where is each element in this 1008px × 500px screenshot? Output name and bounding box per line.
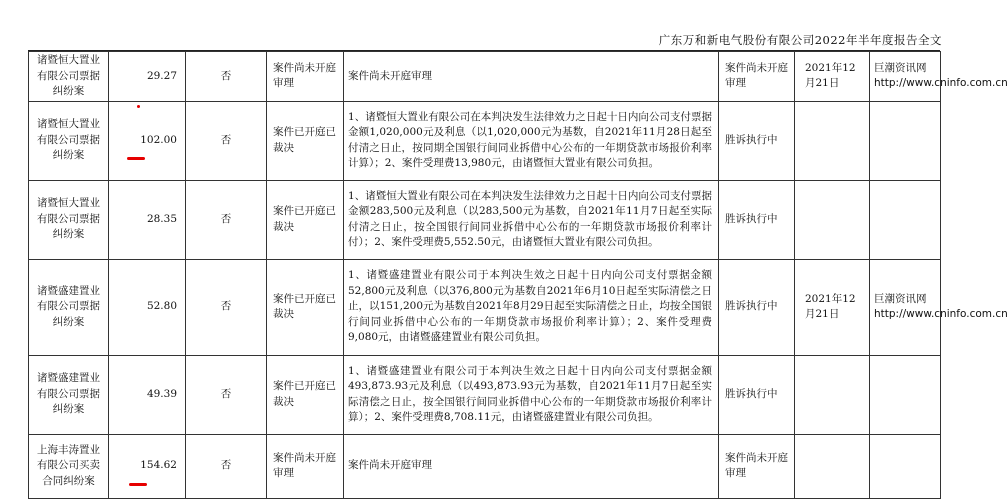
disclosure-date-cell: 2021年12月21日 <box>795 259 870 355</box>
provision-cell: 否 <box>186 259 267 355</box>
provision-cell: 否 <box>186 180 267 259</box>
execution-cell: 胜诉执行中 <box>719 355 795 434</box>
amount-value: 154.62 <box>140 459 177 472</box>
progress-cell: 案件已开庭已裁决 <box>267 259 344 355</box>
provision-cell: 否 <box>186 52 267 102</box>
execution-cell: 胜诉执行中 <box>719 180 795 259</box>
amount-value: 102.00 <box>140 133 177 146</box>
amount-cell: 28.35 <box>109 180 186 259</box>
red-underline-mark <box>127 157 145 160</box>
execution-cell: 案件尚未开庭审理 <box>719 434 795 498</box>
disclosure-link-cell <box>870 355 941 434</box>
amount-cell: 52.80 <box>109 259 186 355</box>
progress-cell: 案件尚未开庭审理 <box>267 52 344 102</box>
red-dot-mark <box>137 105 140 108</box>
execution-cell: 案件尚未开庭审理 <box>719 52 795 102</box>
result-cell: 1、诸暨恒大置业有限公司在本判决发生法律效力之日起十日内向公司支付票据金额1,020,000元及利息（以1,020,000元为基数，自2021年11月28日起至付清之日止，按同期全国银行间同业拆借中心公布的一年期贷款市场报价利率计算）；2、案件受理费13,980元，由诸暨恒大置业有限公司负担。 <box>344 101 719 180</box>
result-cell: 案件尚未开庭审理 <box>344 434 719 498</box>
amount-cell <box>109 101 186 180</box>
disclosure-link-cell <box>870 434 941 498</box>
table-row <box>29 180 941 259</box>
case-name-cell: 诸暨盛建置业有限公司票据纠纷案 <box>29 259 109 355</box>
disclosure-date-cell <box>795 180 870 259</box>
progress-cell: 案件尚未开庭审理 <box>267 434 344 498</box>
case-name-cell: 诸暨恒大置业有限公司票据纠纷案 <box>29 101 109 180</box>
case-name-cell: 上海丰涛置业有限公司买卖合同纠纷案 <box>29 434 109 498</box>
disclosure-link-cell <box>870 180 941 259</box>
disclosure-date-cell <box>795 355 870 434</box>
progress-cell: 案件已开庭已裁决 <box>267 355 344 434</box>
red-underline-mark <box>129 483 147 486</box>
execution-cell: 胜诉执行中 <box>719 259 795 355</box>
litigation-table <box>28 51 1008 499</box>
provision-cell: 否 <box>186 355 267 434</box>
amount-cell: 49.39 <box>109 355 186 434</box>
table-row <box>29 52 941 102</box>
table-row <box>29 101 941 180</box>
result-cell: 案件尚未开庭审理 <box>344 52 719 102</box>
case-name-cell: 诸暨恒大置业有限公司票据纠纷案 <box>29 180 109 259</box>
disclosure-date-cell <box>795 101 870 180</box>
amount-cell: 29.27 <box>109 52 186 102</box>
progress-cell: 案件已开庭已裁决 <box>267 101 344 180</box>
disclosure-date-cell <box>795 434 870 498</box>
disclosure-link-cell <box>870 101 941 180</box>
case-name-cell: 诸暨盛建置业有限公司票据纠纷案 <box>29 355 109 434</box>
case-name-cell: 诸暨恒大置业有限公司票据纠纷案 <box>29 52 109 102</box>
provision-cell: 否 <box>186 101 267 180</box>
result-cell: 1、诸暨盛建置业有限公司于本判决生效之日起十日内向公司支付票据金额493,873.93元及利息（以493,873.93元为基数，自2021年11月7日起至实际清偿之日止，按全国银行间同业拆借中心公布的一年期贷款市场报价利率计算）；2、案件受理费8,708.11元，由诸暨盛建置业有限公司负担。 <box>344 355 719 434</box>
report-header: 广东万和新电气股份有限公司2022年半年度报告全文 <box>658 33 942 47</box>
table-row <box>29 259 941 355</box>
disclosure-link-cell: 巨潮资讯网http://www.cninfo.com.cn <box>870 52 941 102</box>
result-cell: 1、诸暨恒大置业有限公司在本判决发生法律效力之日起十日内向公司支付票据金额283,500元及利息（以283,500元为基数，自2021年11月7日起至实际付清之日止，按全国银行间同业拆借中心公布的一年期贷款市场报价利率计付）；2、案件受理费5,552.50元，由诸暨恒大置业有限公司负担。 <box>344 180 719 259</box>
disclosure-date-cell: 2021年12月21日 <box>795 52 870 102</box>
amount-cell <box>109 434 186 498</box>
table-row <box>29 355 941 434</box>
progress-cell: 案件已开庭已裁决 <box>267 180 344 259</box>
execution-cell: 胜诉执行中 <box>719 101 795 180</box>
provision-cell: 否 <box>186 434 267 498</box>
table-row <box>29 434 941 498</box>
disclosure-link-cell: 巨潮资讯网http://www.cninfo.com.cn <box>870 259 941 355</box>
result-cell: 1、诸暨盛建置业有限公司于本判决生效之日起十日内向公司支付票据金额52,800元及利息（以376,800元为基数自2021年6月10日起至实际清偿之日止，以151,200元为基数自2021年8月29日起至实际清偿之日止，均按全国银行间同业拆借中心公布的一年期贷款市场报价利率计算）；2、案件受理费9,080元，由诸暨盛建置业有限公司负担。 <box>344 259 719 355</box>
